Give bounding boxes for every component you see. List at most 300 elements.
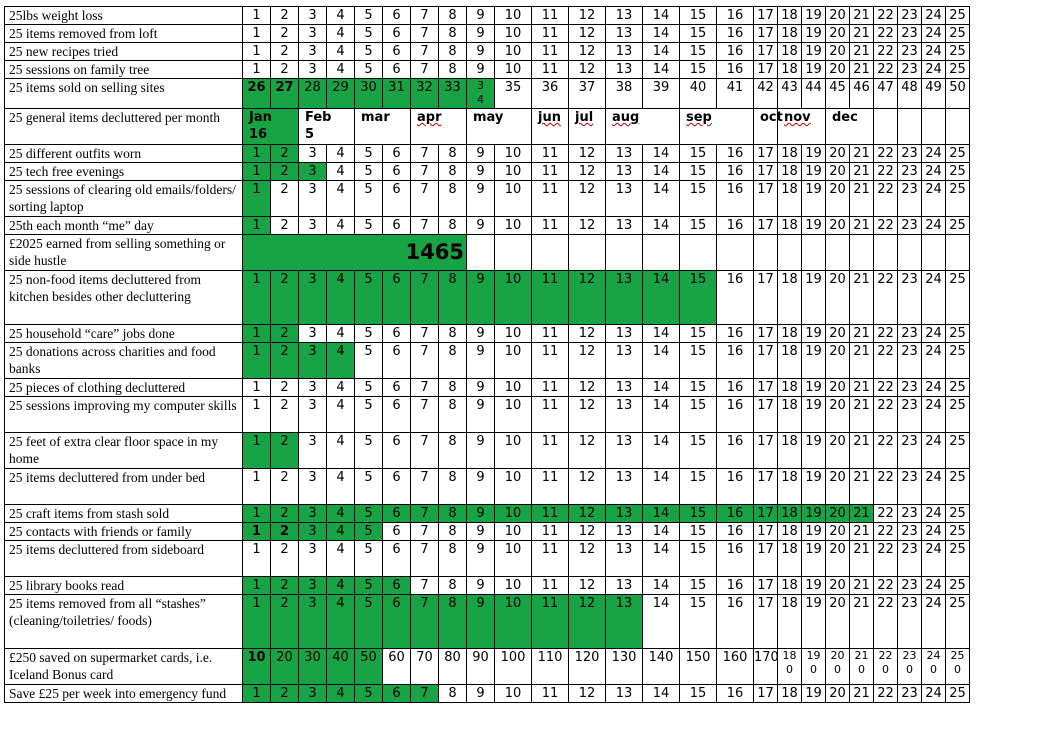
progress-cell: 9	[467, 577, 495, 595]
progress-cell: 14	[643, 181, 680, 217]
progress-cell-done: 6	[383, 577, 411, 595]
progress-cell-done: 7	[411, 271, 439, 325]
goal-label: 25 contacts with friends or family	[5, 523, 243, 541]
progress-cell: 11	[532, 397, 569, 433]
goal-label: 25 library books read	[5, 577, 243, 595]
progress-cell: 8	[439, 163, 467, 181]
progress-cell: 18	[778, 685, 802, 703]
progress-cell: 15	[680, 397, 717, 433]
progress-cell-done: 1	[243, 433, 271, 469]
progress-cell: 20	[826, 181, 850, 217]
progress-cell: 10	[495, 217, 532, 235]
progress-cell: 20	[826, 7, 850, 25]
progress-cell: 9	[467, 145, 495, 163]
progress-cell: 15	[680, 685, 717, 703]
progress-cell: 22	[874, 505, 898, 523]
progress-cell: 25	[946, 181, 970, 217]
progress-cell: 22	[874, 181, 898, 217]
progress-cell: 17	[754, 25, 778, 43]
challenge-tracker-table	[4, 6, 970, 703]
progress-cell: 7	[411, 43, 439, 61]
progress-cell: 110	[532, 649, 569, 685]
progress-cell: 18	[778, 433, 802, 469]
progress-cell-done: 1	[243, 181, 271, 217]
progress-cell: 23	[898, 343, 922, 379]
progress-cell-done: 14	[643, 271, 680, 325]
progress-cell: 24	[922, 685, 946, 703]
progress-cell: 20	[826, 271, 850, 325]
progress-cell: 15	[680, 343, 717, 379]
progress-cell: 19	[802, 325, 826, 343]
progress-cell-done: 5	[355, 271, 383, 325]
progress-cell: 19	[802, 541, 826, 577]
empty-cell	[717, 235, 754, 271]
progress-cell: 2	[271, 397, 299, 433]
progress-cell: 20	[826, 43, 850, 61]
month-cell	[243, 109, 299, 145]
progress-cell: 3	[299, 43, 327, 61]
progress-cell: 18	[778, 163, 802, 181]
progress-cell: 17	[754, 469, 778, 505]
progress-cell: 5	[355, 43, 383, 61]
goal-label: 25 general items decluttered per month	[5, 109, 243, 145]
progress-cell: 20	[826, 685, 850, 703]
progress-cell-done: 40	[327, 649, 355, 685]
progress-cell: 5	[355, 25, 383, 43]
tracker-row	[5, 595, 970, 649]
progress-cell-done: 9	[467, 595, 495, 649]
progress-cell: 21	[850, 379, 874, 397]
progress-cell: 5	[355, 325, 383, 343]
progress-cell: 21 0	[850, 649, 874, 685]
progress-cell-done: 5	[355, 577, 383, 595]
progress-cell: 25	[946, 523, 970, 541]
progress-cell: 9	[467, 61, 495, 79]
progress-cell: 7	[411, 541, 439, 577]
tracker-row	[5, 343, 970, 379]
progress-cell: 10	[495, 61, 532, 79]
tracker-row	[5, 79, 970, 109]
progress-cell: 13	[606, 61, 643, 79]
progress-cell: 90	[467, 649, 495, 685]
progress-cell: 14	[643, 25, 680, 43]
progress-cell: 24	[922, 217, 946, 235]
progress-cell-done: 50	[355, 649, 383, 685]
month-name: oct	[760, 110, 783, 125]
progress-cell: 20	[826, 433, 850, 469]
progress-cell: 22	[874, 541, 898, 577]
goal-label: 25 different outfits worn	[5, 145, 243, 163]
progress-cell: 15	[680, 433, 717, 469]
progress-cell: 10	[495, 469, 532, 505]
progress-cell: 3	[299, 469, 327, 505]
progress-cell-done: 1	[243, 505, 271, 523]
progress-cell-done: 3	[299, 595, 327, 649]
progress-cell: 8	[439, 577, 467, 595]
progress-cell: 6	[383, 469, 411, 505]
tracker-row	[5, 235, 970, 271]
progress-cell: 21	[850, 397, 874, 433]
progress-cell-done: 31	[383, 79, 411, 109]
progress-cell-done: 3	[299, 523, 327, 541]
progress-cell: 9	[467, 685, 495, 703]
progress-cell: 18	[778, 523, 802, 541]
progress-cell-done: 13	[606, 271, 643, 325]
progress-cell: 2	[271, 61, 299, 79]
progress-cell: 14	[643, 379, 680, 397]
progress-cell: 14	[643, 469, 680, 505]
progress-cell: 5	[355, 7, 383, 25]
progress-cell: 18	[778, 7, 802, 25]
progress-cell: 9	[467, 217, 495, 235]
progress-cell: 7	[411, 343, 439, 379]
progress-cell: 37	[569, 79, 606, 109]
tracker-row	[5, 325, 970, 343]
progress-cell: 19	[802, 163, 826, 181]
progress-cell: 16	[717, 43, 754, 61]
progress-cell: 3	[299, 145, 327, 163]
progress-cell-done: 12	[569, 505, 606, 523]
empty-cell	[680, 235, 717, 271]
progress-cell: 13	[606, 181, 643, 217]
progress-cell: 7	[411, 397, 439, 433]
progress-cell: 44	[802, 79, 826, 109]
tracker-row	[5, 541, 970, 577]
empty-cell	[850, 235, 874, 271]
progress-cell: 19	[802, 433, 826, 469]
progress-cell: 14	[643, 61, 680, 79]
progress-cell: 21	[850, 433, 874, 469]
empty-cell	[495, 235, 532, 271]
progress-cell: 21	[850, 217, 874, 235]
progress-cell: 6	[383, 61, 411, 79]
progress-cell: 22	[874, 271, 898, 325]
progress-cell: 23	[898, 541, 922, 577]
progress-cell-done: 12	[569, 271, 606, 325]
progress-cell: 7	[411, 163, 439, 181]
progress-cell: 16	[717, 541, 754, 577]
progress-cell: 22	[874, 43, 898, 61]
progress-cell: 24	[922, 343, 946, 379]
tracker-row	[5, 25, 970, 43]
progress-cell: 11	[532, 181, 569, 217]
progress-cell: 42	[754, 79, 778, 109]
progress-cell: 12	[569, 469, 606, 505]
progress-cell: 24	[922, 577, 946, 595]
empty-cell	[922, 235, 946, 271]
progress-cell: 12	[569, 181, 606, 217]
progress-cell: 11	[532, 343, 569, 379]
progress-cell: 25	[946, 61, 970, 79]
progress-cell: 23	[898, 523, 922, 541]
progress-cell: 24	[922, 595, 946, 649]
progress-cell: 3	[299, 379, 327, 397]
progress-cell: 14	[643, 43, 680, 61]
progress-cell: 12	[569, 325, 606, 343]
progress-cell: 19	[802, 577, 826, 595]
progress-cell: 18	[778, 325, 802, 343]
progress-cell: 22 0	[874, 649, 898, 685]
progress-cell: 21	[850, 469, 874, 505]
empty-cell	[606, 235, 643, 271]
progress-cell: 47	[874, 79, 898, 109]
goal-label: 25 pieces of clothing decluttered	[5, 379, 243, 397]
progress-cell: 11	[532, 469, 569, 505]
progress-cell: 20	[826, 61, 850, 79]
progress-cell-done: 20	[271, 649, 299, 685]
progress-cell: 14	[643, 433, 680, 469]
progress-cell-done: 7	[411, 595, 439, 649]
progress-cell: 9	[467, 163, 495, 181]
goal-label: 25 craft items from stash sold	[5, 505, 243, 523]
goal-label: 25lbs weight loss	[5, 7, 243, 25]
progress-cell-done: 2	[271, 505, 299, 523]
tracker-row	[5, 397, 970, 433]
progress-cell: 25	[946, 685, 970, 703]
progress-cell: 11	[532, 25, 569, 43]
progress-cell: 24	[922, 7, 946, 25]
progress-cell: 20	[826, 343, 850, 379]
progress-cell: 6	[383, 397, 411, 433]
progress-cell-done: 8	[439, 505, 467, 523]
progress-cell: 22	[874, 343, 898, 379]
progress-cell: 17	[754, 325, 778, 343]
progress-cell: 19	[802, 181, 826, 217]
progress-cell: 5	[355, 433, 383, 469]
progress-cell: 13	[606, 577, 643, 595]
progress-cell: 2	[271, 541, 299, 577]
progress-cell: 19	[802, 7, 826, 25]
goal-label: 25 sessions improving my computer skills	[5, 397, 243, 433]
month-name: may	[473, 110, 504, 125]
progress-cell-done: 3	[299, 685, 327, 703]
progress-cell: 140	[643, 649, 680, 685]
progress-cell: 45	[826, 79, 850, 109]
progress-cell: 8	[439, 181, 467, 217]
progress-cell: 23	[898, 685, 922, 703]
progress-cell: 11	[532, 325, 569, 343]
progress-cell: 1	[243, 25, 271, 43]
progress-cell: 16	[717, 469, 754, 505]
progress-cell: 17	[754, 343, 778, 379]
progress-cell: 25 0	[946, 649, 970, 685]
progress-cell: 22	[874, 685, 898, 703]
progress-cell: 22	[874, 469, 898, 505]
progress-cell: 21	[850, 685, 874, 703]
progress-cell: 2	[271, 217, 299, 235]
progress-cell-done: 5	[355, 595, 383, 649]
progress-cell: 9	[467, 433, 495, 469]
progress-cell: 25	[946, 325, 970, 343]
empty-cell	[898, 235, 922, 271]
progress-cell: 17	[754, 433, 778, 469]
progress-cell: 16	[717, 343, 754, 379]
progress-cell: 12	[569, 541, 606, 577]
progress-cell: 20	[826, 577, 850, 595]
empty-cell	[467, 235, 495, 271]
progress-cell: 12	[569, 25, 606, 43]
progress-cell: 130	[606, 649, 643, 685]
progress-cell-done: 2	[271, 343, 299, 379]
progress-cell-done: 11	[532, 505, 569, 523]
tracker-row	[5, 523, 970, 541]
progress-cell: 17	[754, 145, 778, 163]
progress-cell: 5	[355, 541, 383, 577]
progress-cell: 23	[898, 7, 922, 25]
progress-cell: 4	[327, 163, 355, 181]
progress-cell: 20	[826, 595, 850, 649]
progress-cell: 22	[874, 7, 898, 25]
progress-cell: 16	[717, 397, 754, 433]
progress-cell: 22	[874, 217, 898, 235]
tracker-row	[5, 7, 970, 25]
progress-cell: 8	[439, 343, 467, 379]
progress-cell: 23	[898, 379, 922, 397]
progress-cell-done: 6	[383, 505, 411, 523]
tracker-row	[5, 109, 970, 145]
progress-cell: 19	[802, 469, 826, 505]
progress-cell: 6	[383, 217, 411, 235]
progress-cell: 13	[606, 217, 643, 235]
month-name: mar	[361, 110, 390, 125]
progress-cell: 23	[898, 217, 922, 235]
progress-cell: 15	[680, 181, 717, 217]
progress-cell: 16	[717, 61, 754, 79]
progress-cell: 11	[532, 163, 569, 181]
progress-cell: 3	[299, 541, 327, 577]
progress-cell-done: 3 4	[467, 79, 495, 109]
progress-cell: 7	[411, 25, 439, 43]
progress-cell: 4	[327, 379, 355, 397]
empty-cell	[802, 235, 826, 271]
progress-cell: 15	[680, 217, 717, 235]
progress-cell: 8	[439, 523, 467, 541]
progress-cell: 4	[327, 433, 355, 469]
progress-cell: 21	[850, 163, 874, 181]
progress-cell: 19	[802, 25, 826, 43]
progress-cell: 1	[243, 7, 271, 25]
progress-cell: 17	[754, 397, 778, 433]
progress-cell-done: 1	[243, 271, 271, 325]
progress-cell-done: 4	[327, 577, 355, 595]
goal-label: 25 household “care” jobs done	[5, 325, 243, 343]
progress-cell: 8	[439, 61, 467, 79]
progress-cell-done: 1	[243, 343, 271, 379]
progress-cell: 22	[874, 145, 898, 163]
progress-cell-done: 18	[778, 505, 802, 523]
progress-cell-done: 33	[439, 79, 467, 109]
progress-cell: 13	[606, 7, 643, 25]
progress-cell: 1	[243, 541, 271, 577]
progress-cell: 6	[383, 433, 411, 469]
month-cell	[922, 109, 946, 145]
progress-cell: 15	[680, 577, 717, 595]
progress-cell: 11	[532, 145, 569, 163]
progress-cell: 24	[922, 25, 946, 43]
tracker-row	[5, 433, 970, 469]
progress-cell: 20	[826, 523, 850, 541]
progress-cell: 21	[850, 325, 874, 343]
progress-cell-done: 11	[532, 271, 569, 325]
progress-cell-done: 4	[327, 343, 355, 379]
progress-cell: 17	[754, 61, 778, 79]
progress-cell: 12	[569, 7, 606, 25]
progress-cell: 11	[532, 217, 569, 235]
progress-cell: 35	[495, 79, 532, 109]
empty-cell	[569, 235, 606, 271]
progress-cell-done: 1	[243, 325, 271, 343]
progress-cell: 15	[680, 61, 717, 79]
progress-cell: 24	[922, 379, 946, 397]
progress-cell: 18	[778, 61, 802, 79]
progress-cell-done: 14	[643, 505, 680, 523]
progress-cell: 23	[898, 595, 922, 649]
progress-cell-done: 10	[495, 505, 532, 523]
progress-cell-done: 3	[299, 577, 327, 595]
progress-cell: 13	[606, 469, 643, 505]
month-cell	[874, 109, 898, 145]
progress-cell-done: 4	[327, 685, 355, 703]
tracker-row	[5, 271, 970, 325]
progress-cell: 7	[411, 433, 439, 469]
progress-cell: 10	[495, 163, 532, 181]
progress-cell: 9	[467, 469, 495, 505]
progress-cell: 2	[271, 43, 299, 61]
progress-cell-done: 9	[467, 505, 495, 523]
month-cell	[680, 109, 754, 145]
progress-cell: 6	[383, 523, 411, 541]
progress-cell: 25	[946, 505, 970, 523]
progress-cell: 11	[532, 523, 569, 541]
progress-cell: 16	[717, 181, 754, 217]
month-cell	[355, 109, 411, 145]
month-name: Jan	[249, 110, 272, 125]
progress-cell: 8	[439, 217, 467, 235]
progress-cell-done: 1	[243, 577, 271, 595]
progress-cell: 9	[467, 7, 495, 25]
progress-cell: 70	[411, 649, 439, 685]
progress-cell: 24	[922, 271, 946, 325]
progress-cell: 16	[717, 217, 754, 235]
progress-cell: 12	[569, 379, 606, 397]
progress-cell: 11	[532, 541, 569, 577]
goal-label: 25th each month “me” day	[5, 217, 243, 235]
progress-cell: 9	[467, 325, 495, 343]
progress-cell: 10	[495, 397, 532, 433]
progress-cell: 9	[467, 523, 495, 541]
empty-cell	[643, 235, 680, 271]
tracker-row	[5, 649, 970, 685]
progress-cell: 13	[606, 43, 643, 61]
progress-cell: 6	[383, 25, 411, 43]
progress-cell: 15	[680, 7, 717, 25]
progress-cell: 160	[717, 649, 754, 685]
progress-cell: 5	[355, 469, 383, 505]
progress-cell-done: 2	[271, 325, 299, 343]
progress-cell: 23	[898, 163, 922, 181]
progress-cell-done: 12	[569, 595, 606, 649]
progress-cell: 11	[532, 577, 569, 595]
progress-cell-done: 1	[243, 217, 271, 235]
progress-cell: 18	[778, 541, 802, 577]
progress-cell: 23	[898, 43, 922, 61]
progress-cell: 5	[355, 217, 383, 235]
progress-cell: 19	[802, 523, 826, 541]
progress-cell: 3	[299, 397, 327, 433]
progress-cell-done: 5	[355, 505, 383, 523]
tracker-row	[5, 379, 970, 397]
progress-cell: 24	[922, 541, 946, 577]
